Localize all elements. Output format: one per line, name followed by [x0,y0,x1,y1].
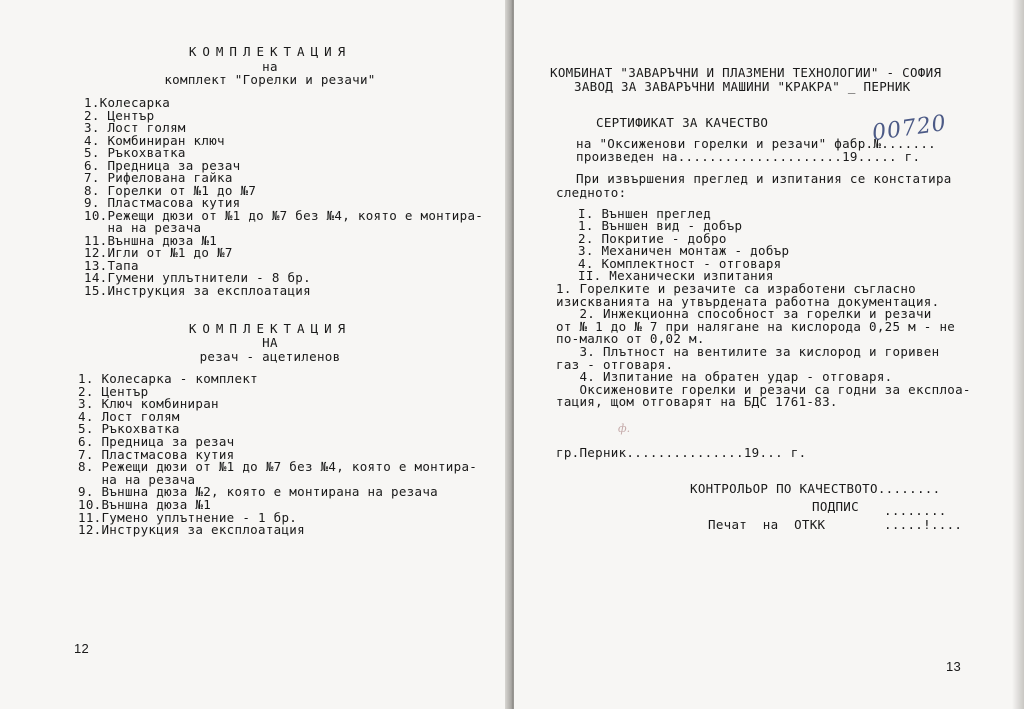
komplekt-list-item: 7. Рифелована гайка [84,170,233,185]
rezach-list-item: 3. Ключ комбиниран [78,396,219,412]
line-na: на "Оксиженови горелки и резачи" фабр.№....... [576,136,936,151]
rezach-list-item: 7. Пластмасова кутия [78,446,235,462]
paragraph-line-item: от № 1 до № 7 при налягане на кислорода 0,25 м - не [556,318,956,334]
faint-handwriting: ф. [618,422,631,435]
inspection-item: I. Външен преглед [578,206,712,221]
paragraph-line-item: 1. Горелките и резачите са изработени съгласно [556,281,916,296]
paragraph-line-item: газ - отговаря. [556,356,674,372]
komplekt-list-item: 14.Гумени уплътнители - 8 бр. [84,270,311,285]
stamp-label: Печат на ОТКК [708,517,826,532]
page-number-right: 13 [946,659,962,674]
komplekt-list-item: 3. Лост голям [84,120,186,135]
komplekt-list-item: 11.Външна дюза №1 [84,232,218,248]
komplekt-list-item: 6. Предница за резач [84,157,241,173]
komplekt-list-item: 1.Колесарка [84,95,171,110]
heading-komplektacia-1: КОМПЛЕКТАЦИЯ [188,44,352,59]
page-edge-shadow [1012,0,1024,709]
page-left [0,0,510,709]
header-line-1: КОМБИНАТ "ЗАВАРЪЧНИ И ПЛАЗМЕНИ ТЕХНОЛОГИИ" - СОФИЯ [550,65,942,80]
komplekt-list-item: 2. Център [84,107,155,123]
controller-line: КОНТРОЛЬОР ПО КАЧЕСТВОТО........ [690,481,941,496]
page-number-left: 12 [74,641,90,656]
intro-line-2: следното: [556,185,627,200]
paragraph-line-item: Оксиженовите горелки и резачи са годни за експлоа- [556,381,971,397]
handwritten-serial: 00720 [870,110,949,147]
paragraph-line-item: по-малко от 0,02 м. [556,331,705,347]
rezach-list-item: на на резача [78,471,196,487]
rezach-list-item: 12.Инструкция за експлоатация [78,522,305,538]
rezach-list-item: 10.Външна дюза №1 [78,497,212,512]
paragraph-line-item: изискванията на утвърдената работна документация. [556,293,940,309]
rezach-list-item: 2. Център [78,383,149,399]
subtitle-rezach: резач - ацетиленов [199,349,341,364]
rezach-list-item: 8. Режещи дюзи от №1 до №7 без №4, която е монтира- [78,459,478,475]
komplekt-list-item: 4. Комбиниран ключ [84,132,225,148]
paragraph-line-item: 4. Изпитание на обратен удар - отговаря. [556,369,893,385]
signature-label: ПОДПИС [812,499,859,514]
komplekt-list-item: на на резача [84,220,202,235]
rezach-list-item: 9. Външна дюза №2, която е монтирана на резача [78,484,438,500]
certificate-title: СЕРТИФИКАТ ЗА КАЧЕСТВО [596,115,769,130]
city-date-line: гр.Перник...............19... г. [556,445,807,460]
rezach-list-item: 1. Колесарка - комплект [78,371,258,386]
line-proizveden: произведен на.....................19..... г. [576,149,921,164]
rezach-list-item: 4. Лост голям [78,408,180,424]
heading-na-1: на [262,59,278,74]
paragraph-line-item: 3. Плътност на вентилите за кислород и горивен [556,344,940,359]
komplekt-list-item: 5. Ръкохватка [84,145,186,160]
heading-komplektacia-2: КОМПЛЕКТАЦИЯ [188,321,352,336]
signature-dots: ........ [884,503,947,518]
subtitle-komplekt: комплект "Горелки и резачи" [164,72,376,87]
komplekt-list-item: 9. Пластмасова кутия [84,195,241,210]
inspection-item: 4. Комплектност - отговаря [578,255,782,271]
intro-line-1: При извършения преглед и изпитания се констатира [576,171,952,186]
heading-na-2: НА [262,335,278,350]
rezach-list-item: 11.Гумено уплътнение - 1 бр. [78,509,298,525]
komplekt-list-item: 8. Горелки от №1 до №7 [84,182,257,198]
rezach-list-item: 6. Предница за резач [78,434,235,449]
header-line-2: ЗАВОД ЗА ЗАВАРЪЧНИ МАШИНИ "КРАКРА" _ ПЕРНИК [574,79,911,94]
inspection-item: 2. Покритие - добро [578,230,727,246]
inspection-item: 3. Механичен монтаж - добър [578,243,790,259]
inspection-item: II. Механически изпитания [578,268,774,283]
komplekt-list-item: 15.Инструкция за експлоатация [84,282,311,298]
komplekt-list-item: 13.Тапа [84,257,139,273]
stamp-dots: .....!.... [884,517,963,532]
komplekt-list-item: 10.Режещи дюзи от №1 до №7 без №4, която е монтира- [84,207,484,223]
page-right [514,0,1024,709]
komplekt-list-item: 12.Игли от №1 до №7 [84,245,233,260]
paragraph-line-item: 2. Инжекционна способност за горелки и резачи [556,306,932,322]
rezach-list-item: 5. Ръкохватка [78,421,180,437]
inspection-item: 1. Външен вид - добър [578,218,743,234]
paragraph-line-item: тация, щом отговарят на БДС 1761-83. [556,394,838,410]
